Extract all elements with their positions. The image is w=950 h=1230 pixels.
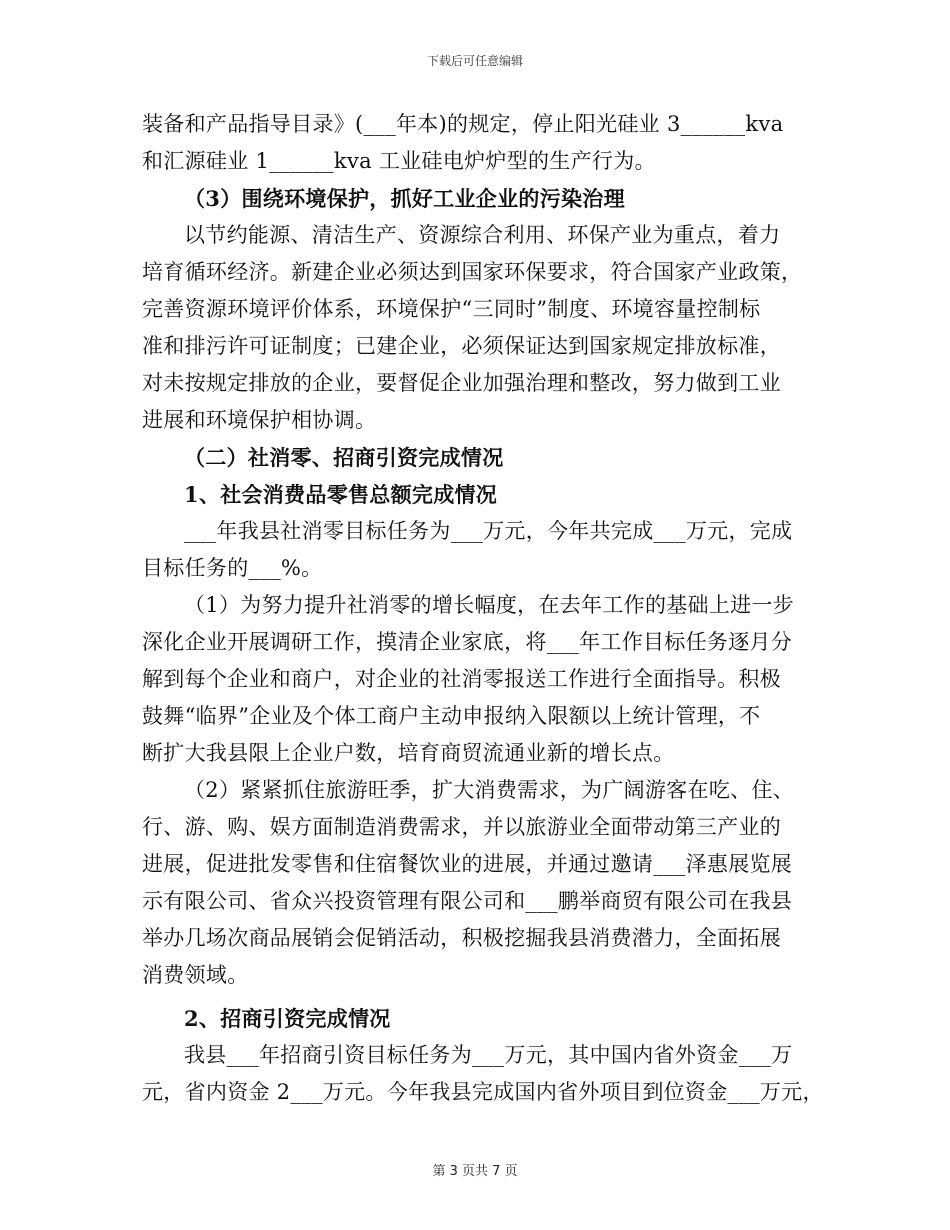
paragraph-line: 装备和产品指导目录》(___年本)的规定，停止阳光硅业 3______kva bbox=[142, 112, 784, 136]
paragraph-line: 进展和环境保护相协调。 bbox=[142, 408, 377, 432]
paragraph-line: 完善资源环境评价体系，环境保护“三同时”制度、环境容量控制标 bbox=[142, 297, 761, 321]
subheading-investment: 2、招商引资完成情况 bbox=[184, 1006, 391, 1031]
paragraph-line: （1）为努力提升社消零的增长幅度，在去年工作的基础上进一步 bbox=[184, 593, 795, 617]
paragraph-line: 进展，促进批发零售和住宿餐饮业的进展，并通过邀请___泽惠展览展 bbox=[142, 852, 793, 876]
subsection-heading-3: （3）围绕环境保护，抓好工业企业的污染治理 bbox=[184, 186, 625, 211]
paragraph-line: 以节约能源、清洁生产、资源综合利用、环保产业为重点，着力 bbox=[184, 223, 781, 247]
paragraph-line: 行、游、购、娱方面制造消费需求，并以旅游业全面带动第三产业的 bbox=[142, 815, 781, 839]
paragraph-line: 鼓舞“临界”企业及个体工商户主动申报纳入限额以上统计管理，不 bbox=[142, 704, 761, 728]
paragraph-line: 深化企业开展调研工作，摸清企业家底，将___年工作目标任务逐月分 bbox=[142, 630, 793, 654]
paragraph-line: 断扩大我县限上企业户数，培育商贸流通业新的增长点。 bbox=[142, 741, 675, 765]
paragraph-line: 对未按规定排放的企业，要督促企业加强治理和整改，努力做到工业 bbox=[142, 371, 781, 395]
paragraph-line: 消费领域。 bbox=[142, 963, 249, 987]
page-footer: 第 3 页共 7 页 bbox=[432, 1164, 518, 1179]
page-header: 下载后可任意编辑 bbox=[426, 54, 523, 68]
paragraph-line: 目标任务的___%。 bbox=[142, 556, 323, 580]
paragraph-line: ___年我县社消零目标任务为___万元，今年共完成___万元，完成 bbox=[184, 519, 793, 543]
document-body bbox=[142, 106, 822, 1111]
paragraph-line: 我县___年招商引资目标任务为___万元，其中国内省外资金___万 bbox=[184, 1043, 793, 1067]
section-heading-2: （二）社消零、招商引资完成情况 bbox=[184, 445, 504, 470]
paragraph-line: 准和排污许可证制度；已建企业，必须保证达到国家规定排放标准， bbox=[142, 334, 781, 358]
paragraph-line: 解到每个企业和商户，对企业的社消零报送工作进行全面指导。积极 bbox=[142, 667, 781, 691]
paragraph-line: 培育循环经济。新建企业必须达到国家环保要求，符合国家产业政策， bbox=[142, 260, 803, 284]
paragraph-line: 元，省内资金 2___万元。今年我县完成国内省外项目到位资金___万元， bbox=[142, 1080, 824, 1104]
paragraph-line: 和汇源硅业 1______kva 工业硅电炉炉型的生产行为。 bbox=[142, 149, 656, 173]
paragraph-line: 示有限公司、省众兴投资管理有限公司和___鹏举商贸有限公司在我县 bbox=[142, 889, 793, 913]
paragraph-line: 举办几场次商品展销会促销活动，积极挖掘我县消费潜力，全面拓展 bbox=[142, 926, 781, 950]
subheading-retail-sales: 1、社会消费品零售总额完成情况 bbox=[184, 482, 498, 507]
paragraph-line: （2）紧紧抓住旅游旺季，扩大消费需求，为广阔游客在吃、住、 bbox=[184, 778, 795, 802]
